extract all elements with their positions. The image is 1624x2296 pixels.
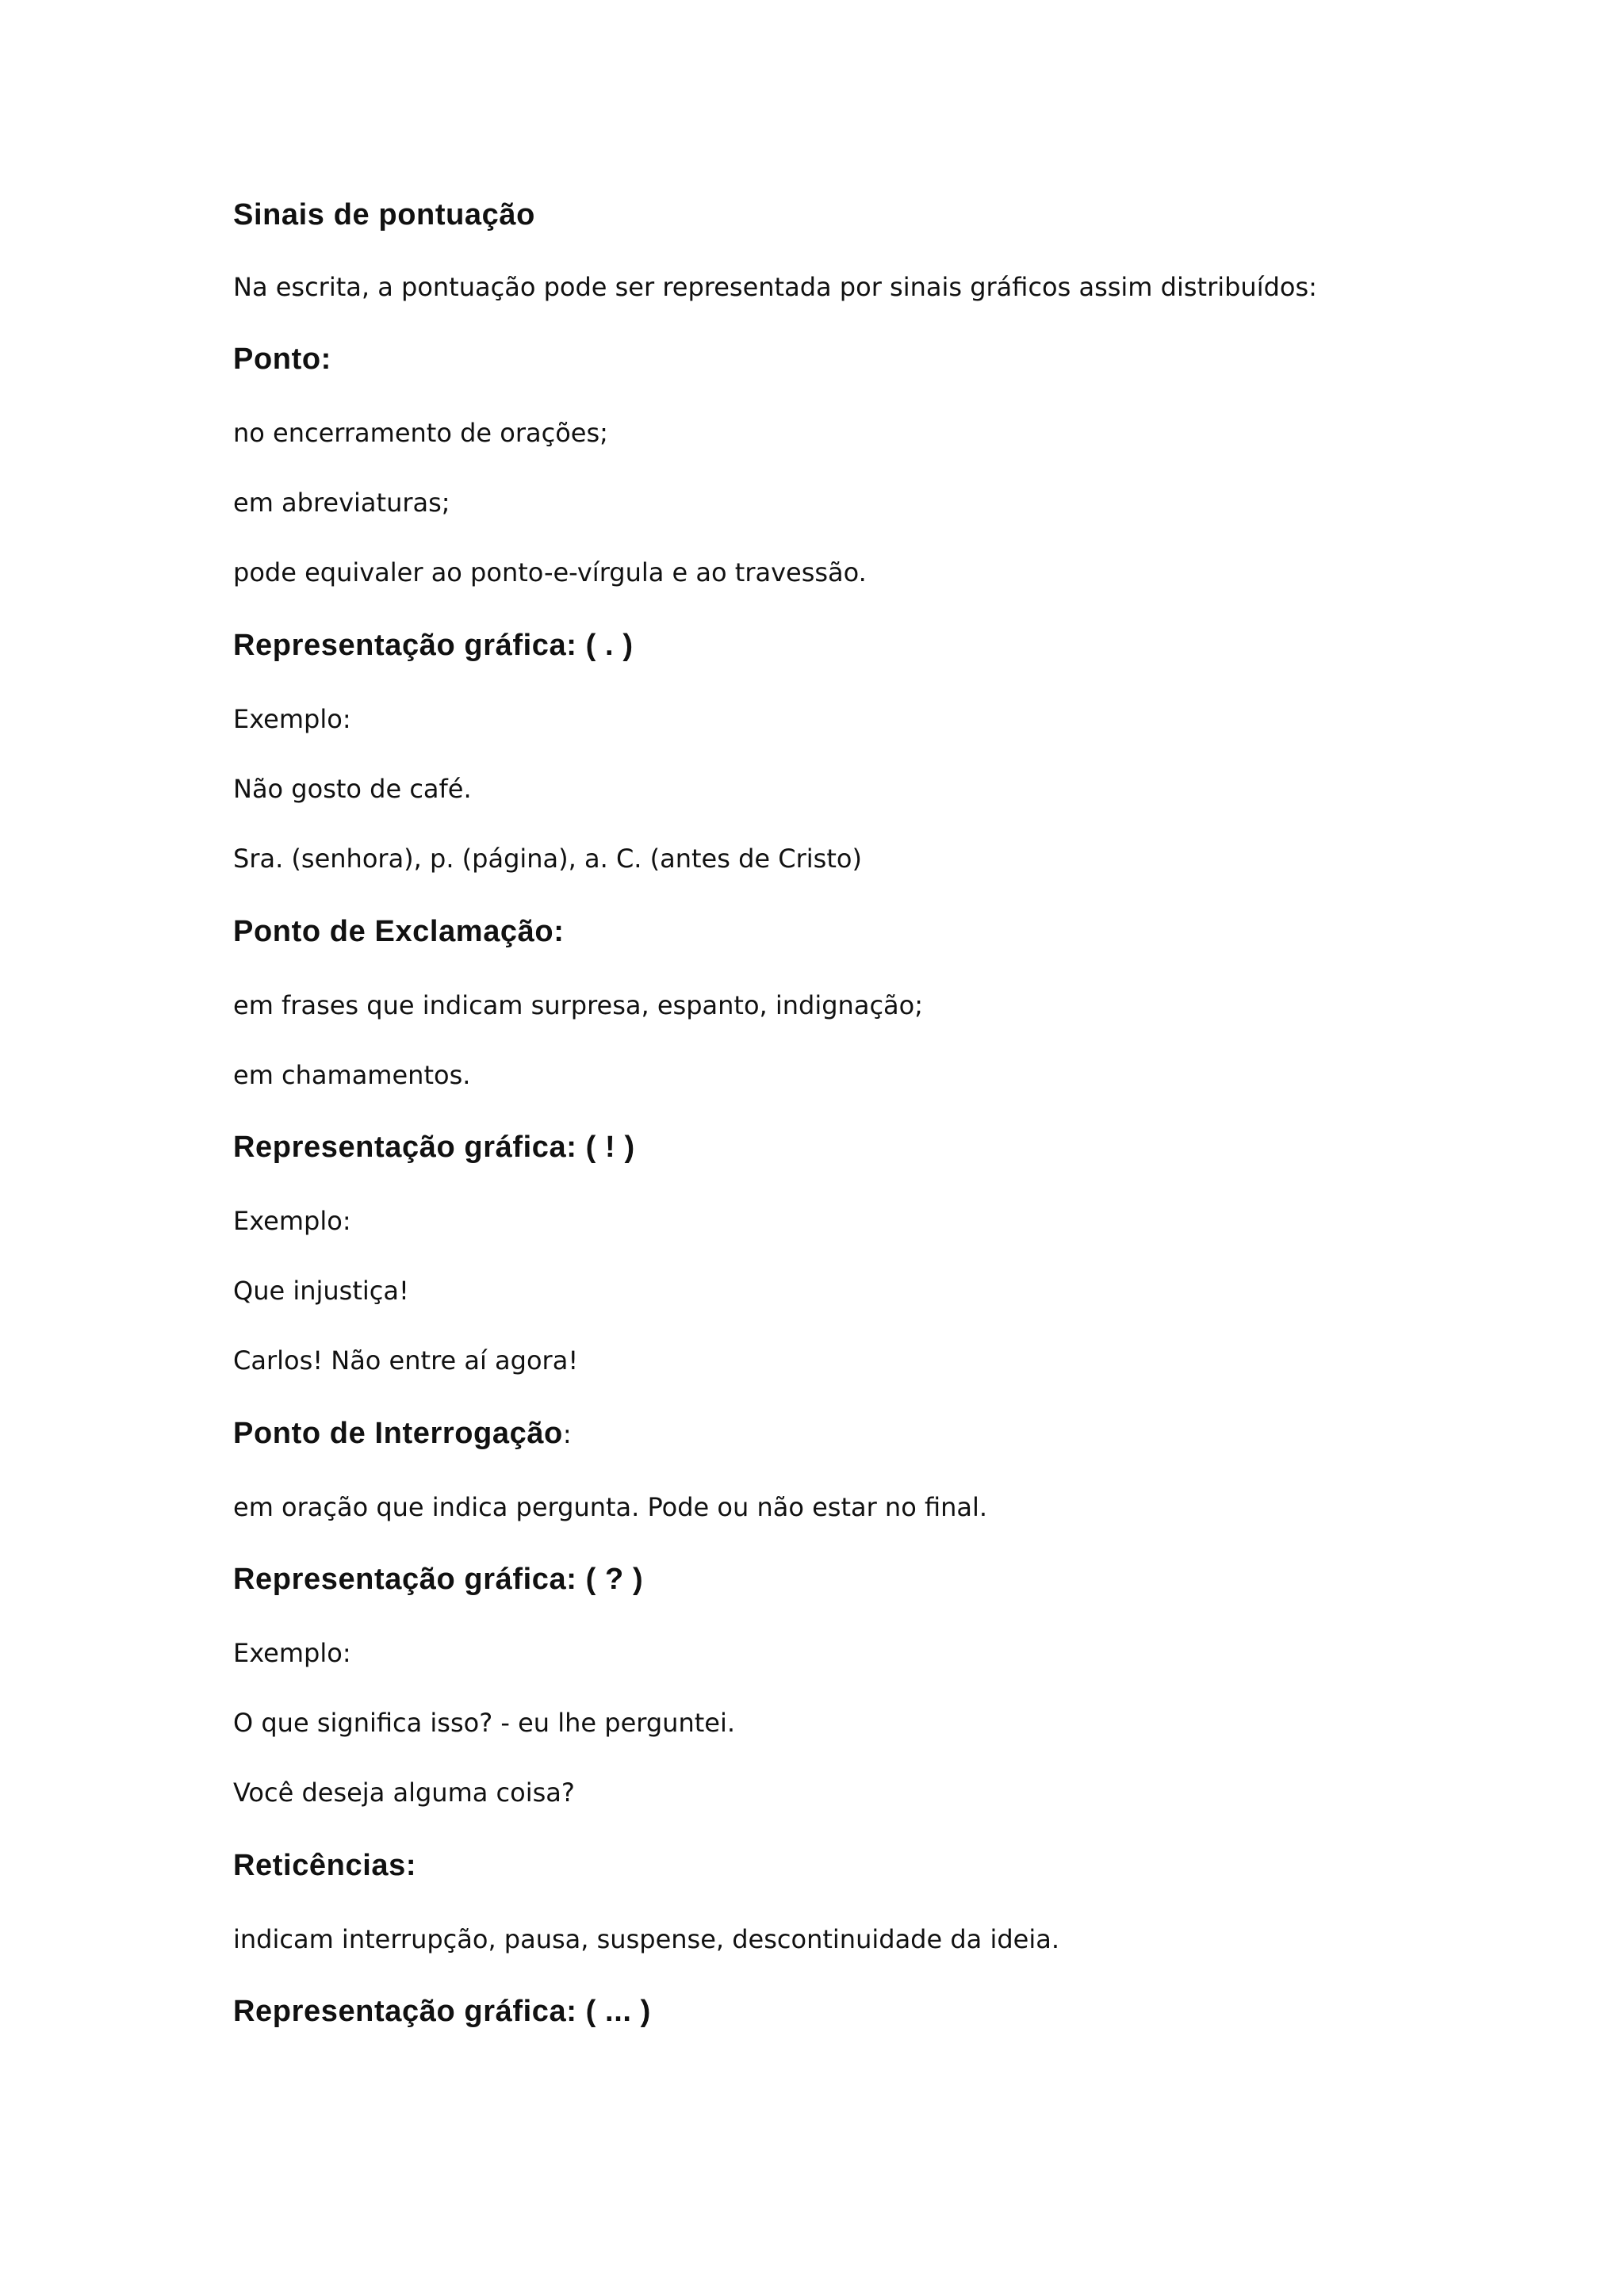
- reticencias-use-1: indicam interrupção, pausa, suspense, descontinuidade da ideia.: [233, 1924, 1059, 1954]
- interrogacao-example-label: Exemplo:: [233, 1638, 351, 1668]
- section-heading-reticencias: Reticências:: [233, 1849, 417, 1882]
- exclamacao-use-1: em frases que indicam surpresa, espanto, indignação;: [233, 990, 923, 1020]
- exclamacao-example-label: Exemplo:: [233, 1206, 351, 1236]
- exclamacao-example-2: Carlos! Não entre aí agora!: [233, 1345, 579, 1376]
- ponto-graphic-heading: Representação gráfica: ( . ): [233, 629, 634, 662]
- ponto-use-1: no encerramento de orações;: [233, 418, 608, 448]
- section-heading-exclamacao: Ponto de Exclamação:: [233, 915, 565, 948]
- exclamacao-graphic-heading: Representação gráfica: ( ! ): [233, 1131, 635, 1164]
- section-heading-interrogacao: [233, 1417, 572, 1451]
- interrogacao-use-1: em oração que indica pergunta. Pode ou não estar no final.: [233, 1492, 988, 1522]
- interrogacao-heading-text: Ponto de Interrogação: [233, 1417, 563, 1450]
- interrogacao-example-2: Você deseja alguma coisa?: [233, 1777, 575, 1808]
- interrogacao-heading-colon: :: [562, 1419, 572, 1449]
- ponto-example-1: Não gosto de café.: [233, 774, 472, 804]
- exclamacao-use-2: em chamamentos.: [233, 1060, 471, 1090]
- ponto-use-3: pode equivaler ao ponto-e-vírgula e ao travessão.: [233, 557, 867, 587]
- ponto-use-2: em abreviaturas;: [233, 488, 450, 518]
- ponto-example-label: Exemplo:: [233, 704, 351, 734]
- intro-paragraph: Na escrita, a pontuação pode ser representada por sinais gráficos assim distribuídos:: [233, 272, 1317, 302]
- reticencias-graphic-heading: Representação gráfica: ( ... ): [233, 1995, 651, 2028]
- interrogacao-graphic-heading: Representação gráfica: ( ? ): [233, 1563, 644, 1596]
- ponto-example-2: Sra. (senhora), p. (página), a. C. (antes de Cristo): [233, 844, 862, 874]
- exclamacao-example-1: Que injustiça!: [233, 1276, 409, 1306]
- section-heading-ponto: Ponto:: [233, 342, 331, 376]
- interrogacao-example-1: O que significa isso? - eu lhe perguntei.: [233, 1708, 736, 1738]
- document-title: Sinais de pontuação: [233, 198, 535, 232]
